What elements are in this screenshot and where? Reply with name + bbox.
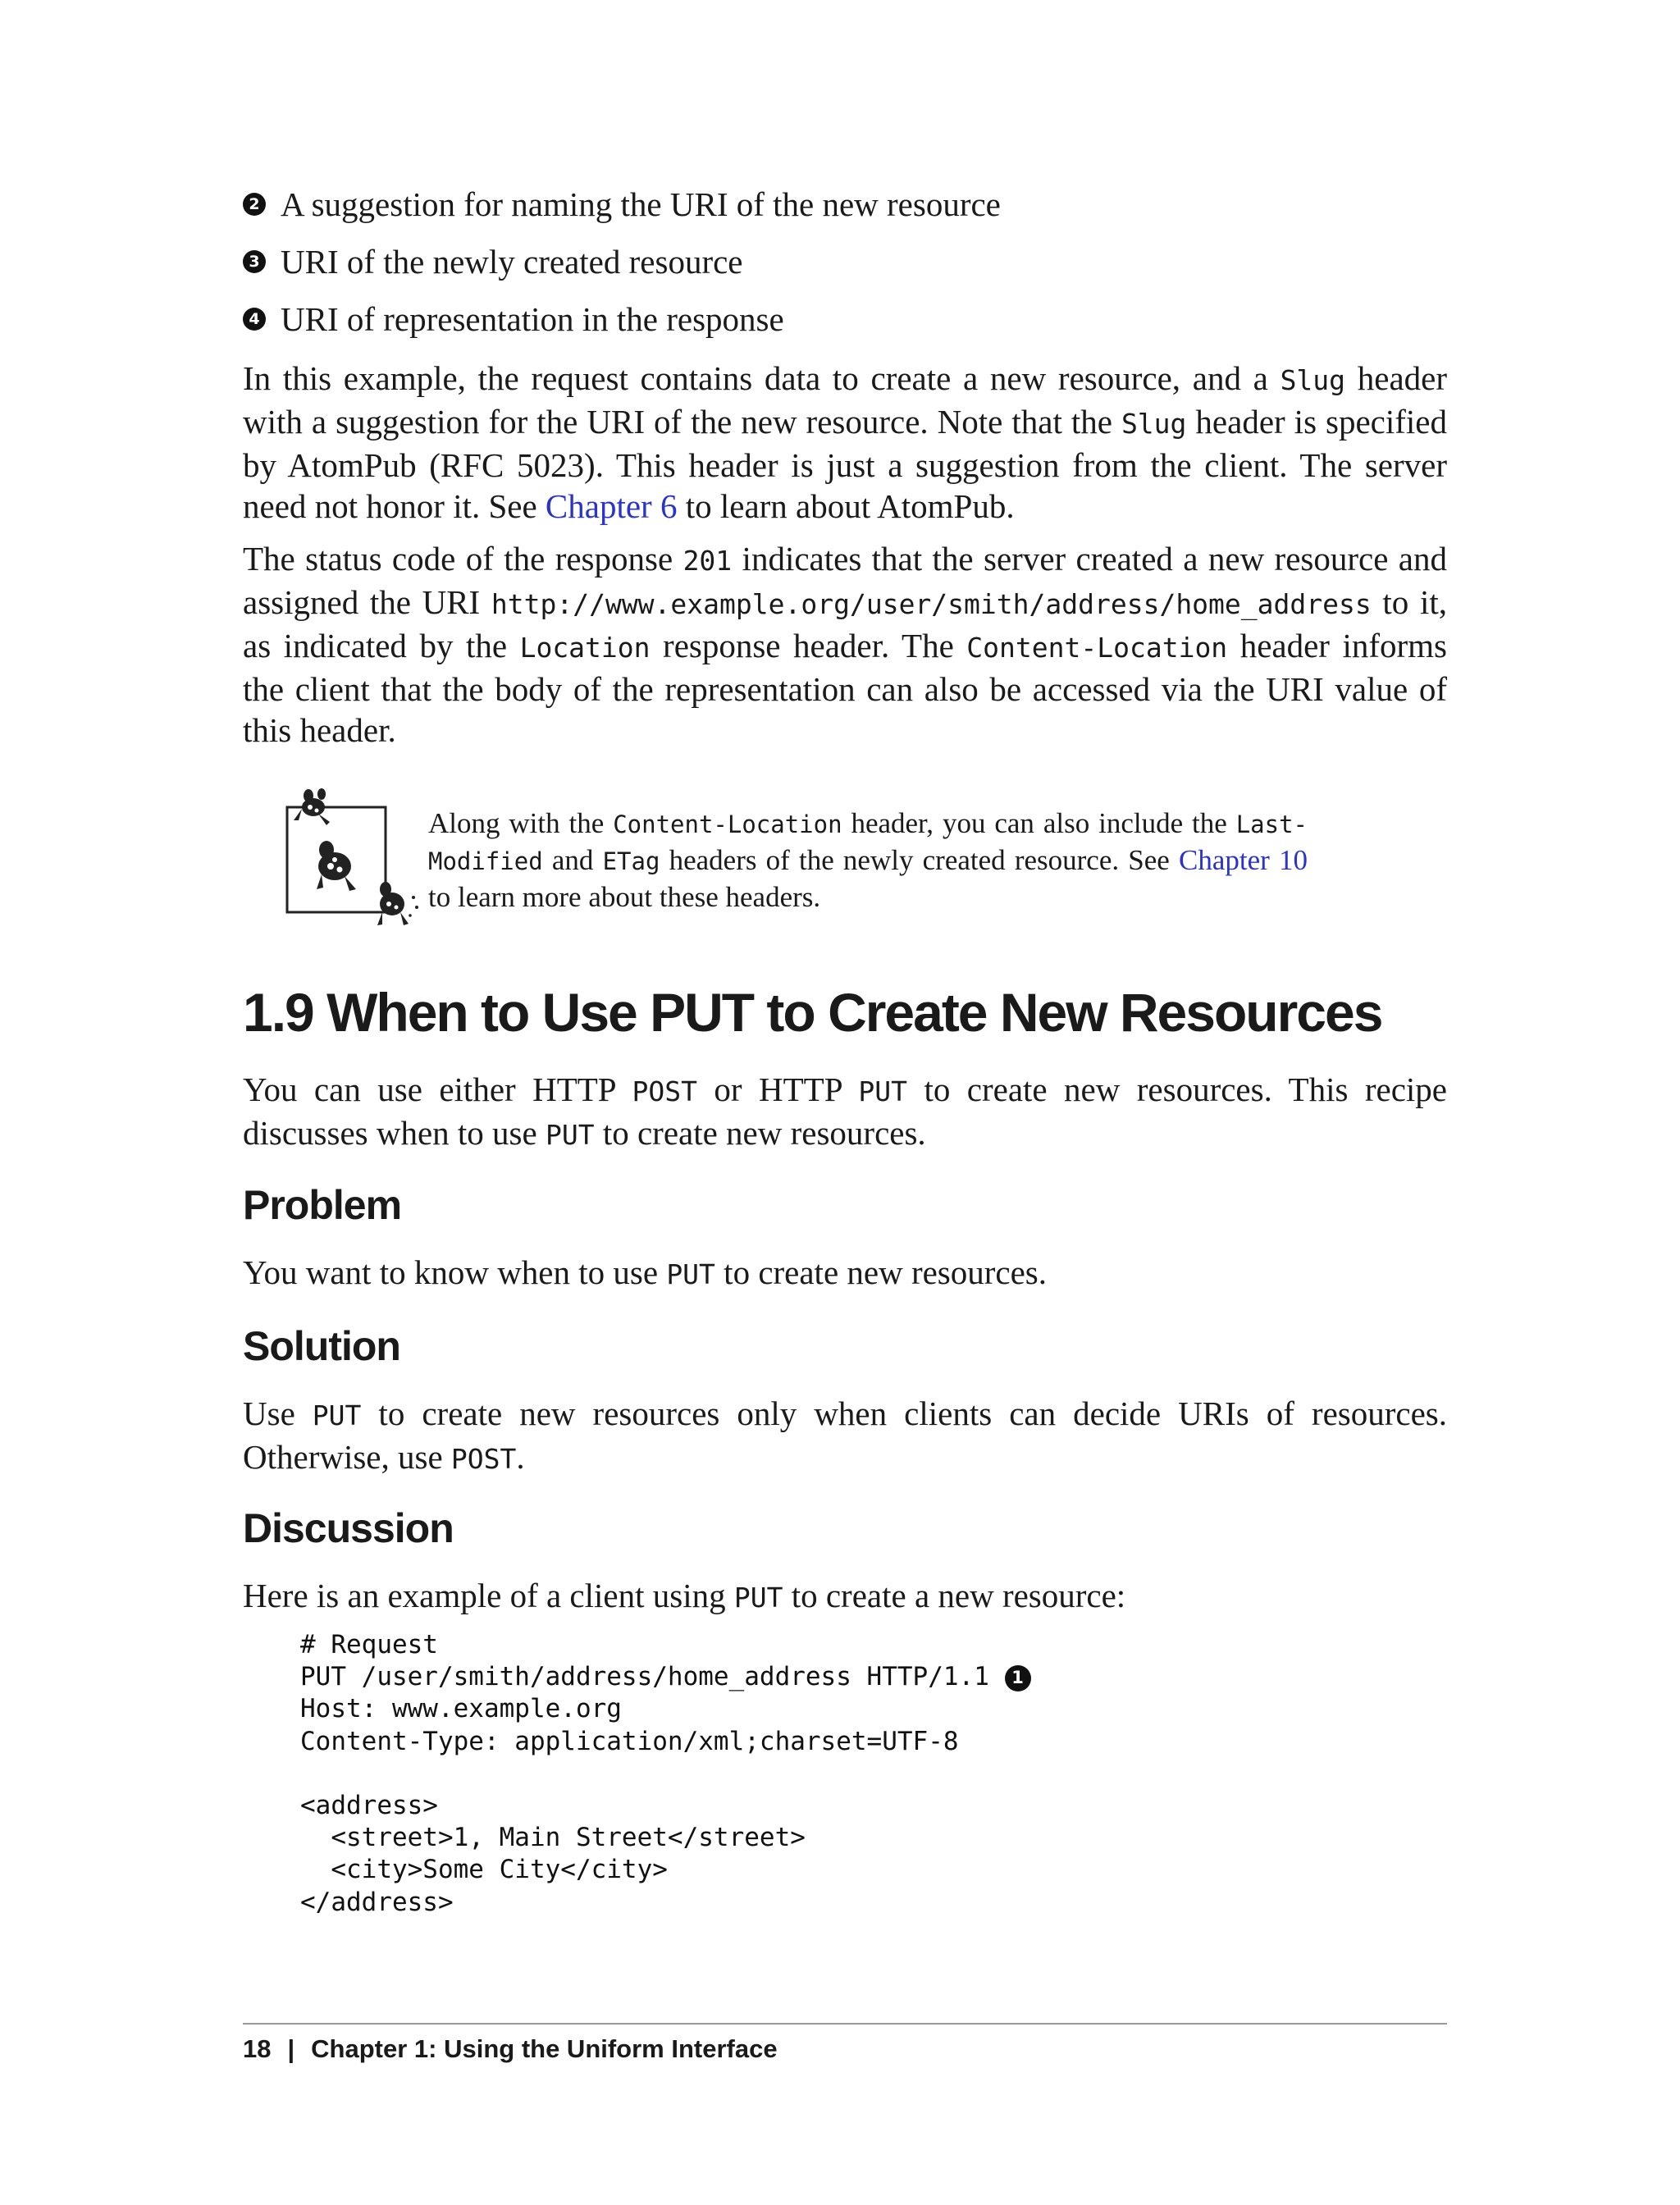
text-run: header informs the client that the body of the representation can also be accessed via the URI value of this header. bbox=[243, 627, 1448, 749]
text-run: Here is an example of a client using bbox=[243, 1577, 734, 1614]
code-line: PUT /user/smith/address/home_address HTTP/1.1 bbox=[300, 1662, 1005, 1692]
code-line: <city>Some City</city> bbox=[300, 1855, 668, 1885]
discussion-text bbox=[243, 1575, 1447, 1618]
text-run: to create new resources only when clients can decide URIs of resources. Otherwise, use bbox=[243, 1395, 1447, 1476]
footer-separator: | bbox=[287, 2034, 295, 2063]
code-line: <address> bbox=[300, 1791, 438, 1821]
inline-code: PUT bbox=[666, 1258, 715, 1290]
inline-code: ETag bbox=[602, 847, 660, 875]
callout-item bbox=[243, 176, 1447, 233]
turkeys-tip-icon bbox=[285, 784, 425, 928]
callout-text: A suggestion for naming the URI of the new resource bbox=[281, 185, 1001, 223]
code-line: Host: www.example.org bbox=[300, 1694, 622, 1724]
text-run: headers of the newly created resource. See bbox=[660, 844, 1180, 876]
inline-code: 201 bbox=[682, 545, 733, 577]
callout-number-badge: 4 bbox=[243, 308, 266, 331]
inline-code: POST bbox=[450, 1443, 517, 1475]
text-run: The status code of the response bbox=[243, 540, 683, 578]
inline-code: Content-Location bbox=[966, 632, 1228, 664]
text-run: to create new resources. bbox=[714, 1253, 1048, 1291]
code-line: </address> bbox=[300, 1887, 454, 1917]
inline-code: Slug bbox=[1121, 408, 1187, 440]
tip-note bbox=[285, 784, 1311, 928]
text-run: In this example, the request contains data to create a new resource, and a bbox=[243, 359, 1281, 397]
code-line: Content-Type: application/xml;charset=UTF-8 bbox=[300, 1726, 959, 1756]
body-paragraph bbox=[243, 358, 1447, 527]
chapter-10-link[interactable]: Chapter 10 bbox=[1179, 844, 1308, 876]
callout-item bbox=[243, 233, 1447, 290]
callout-number-badge: 2 bbox=[243, 193, 266, 216]
text-run: to create a new resource: bbox=[783, 1577, 1126, 1614]
text-run: . bbox=[516, 1438, 525, 1476]
footer-divider bbox=[243, 2023, 1447, 2025]
text-run: Use bbox=[243, 1395, 313, 1432]
chapter-title: Chapter 1: Using the Uniform Interface bbox=[311, 2034, 778, 2063]
discussion-heading: Discussion bbox=[243, 1505, 454, 1551]
text-run: header is specified by AtomPub (RFC 5023). This header is just a suggestion from the client. The server need not honor it. See bbox=[243, 403, 1448, 525]
solution-heading: Solution bbox=[243, 1323, 400, 1369]
problem-heading: Problem bbox=[243, 1182, 402, 1228]
text-run: to create new resources. This recipe discusses when to use bbox=[243, 1071, 1447, 1152]
code-callout-badge: 1 bbox=[1005, 1665, 1031, 1691]
text-run: Along with the bbox=[428, 807, 614, 839]
text-run: header, you can also include the bbox=[842, 807, 1236, 839]
inline-code: PUT bbox=[312, 1399, 362, 1431]
text-run: to learn about AtomPub. bbox=[677, 487, 1015, 525]
problem-text bbox=[243, 1252, 1447, 1295]
inline-code: POST bbox=[632, 1075, 697, 1107]
section-heading: 1.9 When to Use PUT to Create New Resources bbox=[243, 982, 1382, 1043]
inline-code: Last-Modified bbox=[428, 810, 1308, 875]
text-run: to learn more about these headers. bbox=[428, 881, 821, 913]
inline-code: Content-Location bbox=[613, 810, 842, 838]
inline-code: Slug bbox=[1280, 364, 1346, 396]
chapter-6-link[interactable]: Chapter 6 bbox=[545, 487, 678, 525]
callout-list bbox=[243, 176, 1447, 348]
text-run: indicates that the server created a new resource and assigned the URI bbox=[243, 540, 1448, 621]
page-number: 18 bbox=[243, 2034, 272, 2063]
inline-code: PUT bbox=[545, 1119, 595, 1151]
body-paragraph bbox=[243, 538, 1447, 751]
callout-text: URI of representation in the response bbox=[281, 300, 784, 338]
text-run: to create new resources. bbox=[594, 1114, 926, 1152]
callout-text: URI of the newly created resource bbox=[281, 243, 743, 281]
section-intro bbox=[243, 1069, 1447, 1156]
page-footer bbox=[243, 2034, 778, 2064]
code-line: <street>1, Main Street</street> bbox=[300, 1823, 806, 1853]
text-run: You want to know when to use bbox=[243, 1253, 667, 1291]
text-run: response header. The bbox=[650, 627, 967, 664]
text-run: You can use either HTTP bbox=[243, 1071, 632, 1108]
inline-code: Location bbox=[519, 632, 651, 664]
inline-code: http://www.example.org/user/smith/address/home_address bbox=[491, 588, 1372, 620]
tip-note-text bbox=[428, 806, 1308, 915]
callout-number-badge: 3 bbox=[243, 250, 266, 273]
callout-item bbox=[243, 290, 1447, 348]
inline-code: PUT bbox=[858, 1075, 908, 1107]
text-run: to it, as indicated by the bbox=[243, 583, 1447, 664]
code-line: # Request bbox=[300, 1630, 438, 1659]
inline-code: PUT bbox=[733, 1582, 783, 1614]
text-run: or HTTP bbox=[697, 1071, 859, 1108]
code-example bbox=[300, 1629, 1031, 1919]
solution-text bbox=[243, 1393, 1447, 1480]
text-run: header with a suggestion for the URI of the new resource. Note that the bbox=[243, 359, 1448, 441]
text-run: and bbox=[542, 844, 603, 876]
